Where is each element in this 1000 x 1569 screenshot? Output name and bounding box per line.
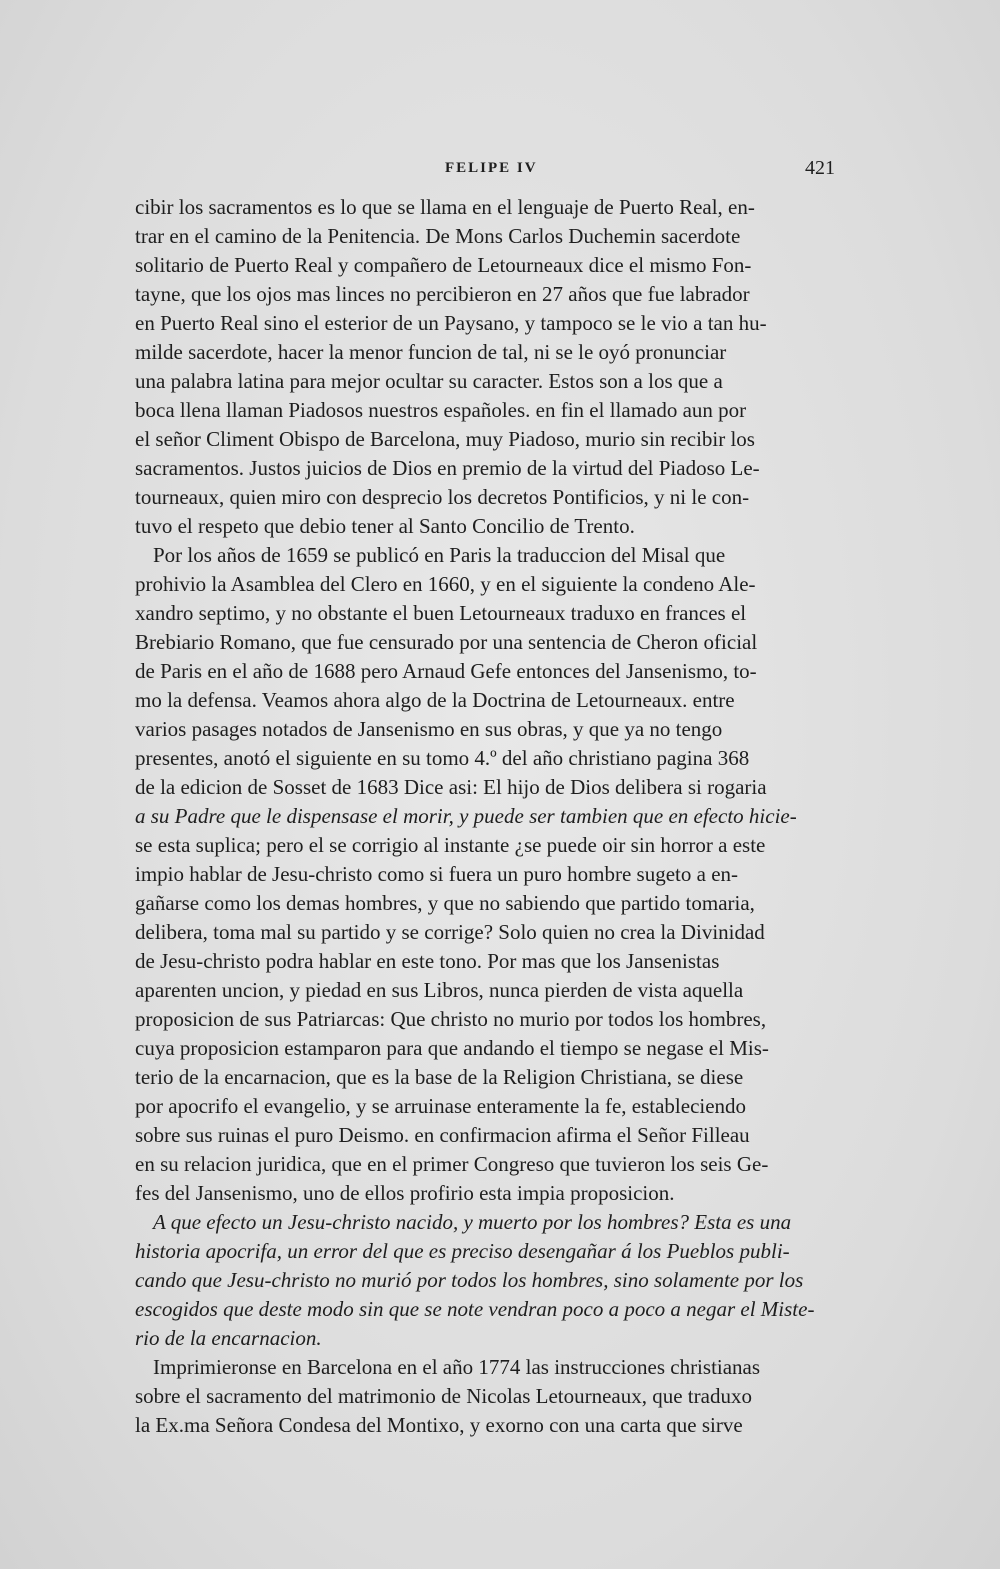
text-line: cibir los sacramentos es lo que se llama en el lenguaje de Puerto Real, en- bbox=[135, 195, 755, 219]
text-line: aparenten uncion, y piedad en sus Libros, nunca pierden de vista aquella bbox=[135, 978, 744, 1002]
text-line: tayne, que los ojos mas linces no percibieron en 27 años que fue labrador bbox=[135, 282, 750, 306]
text-line: de la edicion de Sosset de 1683 Dice asi: El hijo de Dios delibera si rogaria bbox=[135, 775, 767, 799]
text-line: cando que Jesu-christo no murió por todos los hombres, sino solamente por los bbox=[135, 1268, 804, 1292]
text-line: fes del Jansenismo, uno de ellos profirio esta impia proposicion. bbox=[135, 1181, 675, 1205]
body-text bbox=[135, 193, 835, 1440]
page-header bbox=[135, 157, 835, 184]
text-line: proposicion de sus Patriarcas: Que christo no murio por todos los hombres, bbox=[135, 1007, 767, 1031]
text-line: el señor Climent Obispo de Barcelona, muy Piadoso, murio sin recibir los bbox=[135, 427, 755, 451]
text-line: la Ex.ma Señora Condesa del Montixo, y exorno con una carta que sirve bbox=[135, 1413, 743, 1437]
text-line: presentes, anotó el siguiente en su tomo 4.º del año christiano pagina 368 bbox=[135, 746, 750, 770]
text-line: Por los años de 1659 se publicó en Paris la traduccion del Misal que bbox=[153, 543, 726, 567]
text-line: Imprimieronse en Barcelona en el año 1774 las instrucciones christianas bbox=[153, 1355, 761, 1379]
text-line: Brebiario Romano, que fue censurado por una sentencia de Cheron oficial bbox=[135, 630, 758, 654]
text-line: xandro septimo, y no obstante el buen Letourneaux traduxo en frances el bbox=[135, 601, 747, 625]
text-line: tourneaux, quien miro con desprecio los decretos Pontificios, y ni le con- bbox=[135, 485, 750, 509]
text-line: en su relacion juridica, que en el primer Congreso que tuvieron los seis Ge- bbox=[135, 1152, 769, 1176]
running-title: FELIPE IV bbox=[445, 160, 538, 176]
text-line: rio de la encarnacion. bbox=[135, 1326, 322, 1350]
text-line: milde sacerdote, hacer la menor funcion de tal, ni se le oyó pronunciar bbox=[135, 340, 727, 364]
text-line: se esta suplica; pero el se corrigio al instante ¿se puede oir sin horror a este bbox=[135, 833, 766, 857]
text-line: boca llena llaman Piadosos nuestros españoles. en fin el llamado aun por bbox=[135, 398, 747, 422]
text-line: trar en el camino de la Penitencia. De Mons Carlos Duchemin sacerdote bbox=[135, 224, 741, 248]
text-line: prohivio la Asamblea del Clero en 1660, y en el siguiente la condeno Ale- bbox=[135, 572, 756, 596]
text-line: solitario de Puerto Real y compañero de Letourneaux dice el mismo Fon- bbox=[135, 253, 752, 277]
text-line: A que efecto un Jesu-christo nacido, y muerto por los hombres? Esta es una bbox=[153, 1210, 792, 1234]
text-line: escogidos que deste modo sin que se note vendran poco a poco a negar el Miste- bbox=[135, 1297, 815, 1321]
text-line: delibera, toma mal su partido y se corrige? Solo quien no crea la Divinidad bbox=[135, 920, 765, 944]
text-line: mo la defensa. Veamos ahora algo de la Doctrina de Letourneaux. entre bbox=[135, 688, 735, 712]
text-line: terio de la encarnacion, que es la base de la Religion Christiana, se diese bbox=[135, 1065, 744, 1089]
text-line: cuya proposicion estamparon para que andando el tiempo se negase el Mis- bbox=[135, 1036, 769, 1060]
text-line: gañarse como los demas hombres, y que no sabiendo que partido tomaria, bbox=[135, 891, 755, 915]
page-number: 421 bbox=[805, 157, 835, 179]
text-line: tuvo el respeto que debio tener al Santo Concilio de Trento. bbox=[135, 514, 635, 538]
text-line: por apocrifo el evangelio, y se arruinase enteramente la fe, estableciendo bbox=[135, 1094, 747, 1118]
text-line: historia apocrifa, un error del que es preciso desengañar á los Pueblos publi- bbox=[135, 1239, 790, 1263]
text-line: sobre el sacramento del matrimonio de Nicolas Letourneaux, que traduxo bbox=[135, 1384, 752, 1408]
text-line: sacramentos. Justos juicios de Dios en premio de la virtud del Piadoso Le- bbox=[135, 456, 760, 480]
text-line: una palabra latina para mejor ocultar su caracter. Estos son a los que a bbox=[135, 369, 723, 393]
text-line: en Puerto Real sino el esterior de un Paysano, y tampoco se le vio a tan hu- bbox=[135, 311, 767, 335]
text-line: sobre sus ruinas el puro Deismo. en confirmacion afirma el Señor Filleau bbox=[135, 1123, 750, 1147]
text-line: de Paris en el año de 1688 pero Arnaud Gefe entonces del Jansenismo, to- bbox=[135, 659, 757, 683]
text-line: impio hablar de Jesu-christo como si fuera un puro hombre sugeto a en- bbox=[135, 862, 739, 886]
text-line: de Jesu-christo podra hablar en este tono. Por mas que los Jansenistas bbox=[135, 949, 720, 973]
text-line: varios pasages notados de Jansenismo en sus obras, y que ya no tengo bbox=[135, 717, 723, 741]
text-line: a su Padre que le dispensase el morir, y puede ser tambien que en efecto hicie- bbox=[135, 804, 797, 828]
